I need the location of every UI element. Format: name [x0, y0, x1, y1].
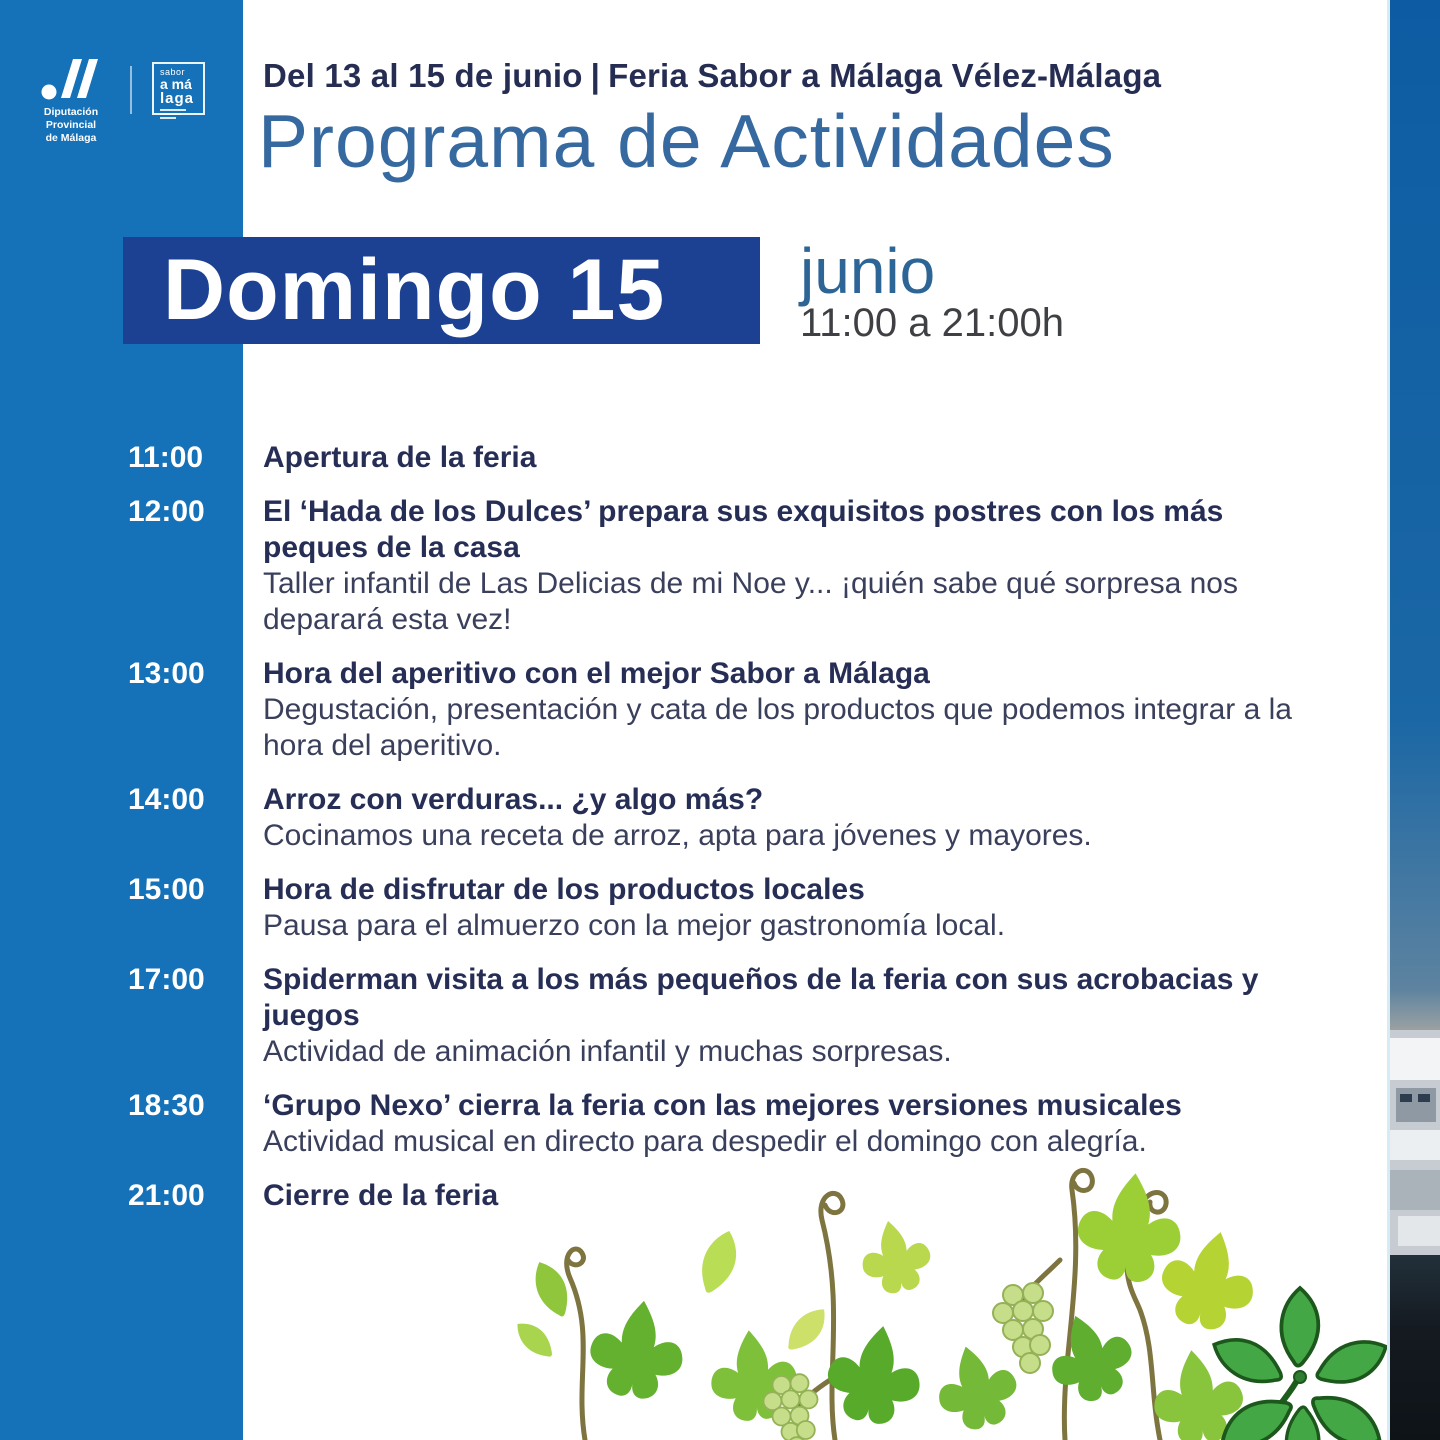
logo-divider — [130, 66, 132, 114]
activity-description: Actividad de animación infantil y muchas sorpresas. — [263, 1035, 952, 1068]
sabor-logo-line2: a má — [160, 76, 192, 92]
activity-title: ‘Grupo Nexo’ cierra la feria con las mejores versiones musicales — [263, 1089, 1182, 1122]
diputacion-logo — [18, 54, 124, 145]
day-banner-label: Domingo 15 — [163, 242, 666, 338]
activity-title: Hora de disfrutar de los productos locales — [263, 873, 865, 906]
diputacion-logo-text-line1: Diputación Provincial — [43, 106, 99, 131]
photo-sky — [1390, 0, 1440, 1030]
photo-dark-rooftops — [1390, 1255, 1440, 1440]
activity-title: El ‘Hada de los Dulces’ prepara sus exquisitos postres con los más peques de la casa — [263, 495, 1224, 564]
schedule-row — [0, 872, 1340, 944]
sabor-logo-caption-bar — [160, 113, 181, 115]
time-label: 17:00 — [128, 963, 205, 996]
activity-title: Hora del aperitivo con el mejor Sabor a Málaga — [263, 657, 930, 690]
sabor-logo-caption-bar — [160, 117, 176, 119]
day-banner — [123, 237, 760, 344]
schedule-row — [0, 494, 1340, 638]
month-label: junio — [800, 235, 936, 307]
activity-description: Actividad musical en directo para despedir el domingo con alegría. — [263, 1125, 1147, 1158]
header-date-range: Del 13 al 15 de junio — [263, 57, 583, 94]
schedule-row — [0, 656, 1340, 764]
hours-label: 11:00 a 21:00h — [800, 301, 1064, 345]
schedule-row — [0, 962, 1340, 1070]
schedule-row — [0, 782, 1340, 854]
activity-title: Apertura de la feria — [263, 441, 537, 474]
activity-title: Spiderman visita a los más pequeños de la feria con sus acrobacias y juegos — [263, 963, 1259, 1032]
activity-description: Degustación, presentación y cata de los productos que podemos integrar a la hora del aperitivo. — [263, 693, 1292, 762]
time-label: 21:00 — [128, 1179, 205, 1212]
time-label: 15:00 — [128, 873, 205, 906]
activity-title: Arroz con verduras... ¿y algo más? — [263, 783, 764, 816]
activity-description: Taller infantil de Las Delicias de mi Noe y... ¡quién sabe qué sorpresa nos deparará esta vez! — [263, 567, 1238, 636]
photo-buildings — [1390, 1030, 1440, 1255]
header-event-name: Feria Sabor a Málaga Vélez-Málaga — [608, 57, 1162, 94]
time-label: 13:00 — [128, 657, 205, 690]
header-separator: | — [590, 57, 601, 94]
time-label: 18:30 — [128, 1089, 205, 1122]
sabor-logo-caption-bar — [160, 109, 186, 111]
header-kicker — [263, 57, 1161, 95]
sabor-logo-line3: laga — [160, 90, 195, 107]
activity-description: Cocinamos una receta de arroz, apta para jóvenes y mayores. — [263, 819, 1092, 852]
time-label: 12:00 — [128, 495, 205, 528]
activity-title: Cierre de la feria — [263, 1179, 499, 1212]
sabor-logo-line1: sabor — [160, 67, 186, 77]
schedule-row — [0, 440, 1340, 476]
schedule-list — [0, 440, 1340, 1232]
mint-sprig — [1207, 1288, 1390, 1440]
diputacion-m-icon — [40, 54, 102, 100]
time-label: 14:00 — [128, 783, 205, 816]
activity-description: Pausa para el almuerzo con la mejor gastronomía local. — [263, 909, 1006, 942]
photo-strip — [1387, 0, 1440, 1440]
sabor-malaga-logo — [152, 62, 205, 115]
page-title: Programa de Actividades — [258, 99, 1115, 183]
vine-illustration — [500, 1150, 1390, 1440]
diputacion-logo-text-line2: de Málaga — [45, 132, 97, 144]
time-label: 11:00 — [128, 441, 204, 474]
